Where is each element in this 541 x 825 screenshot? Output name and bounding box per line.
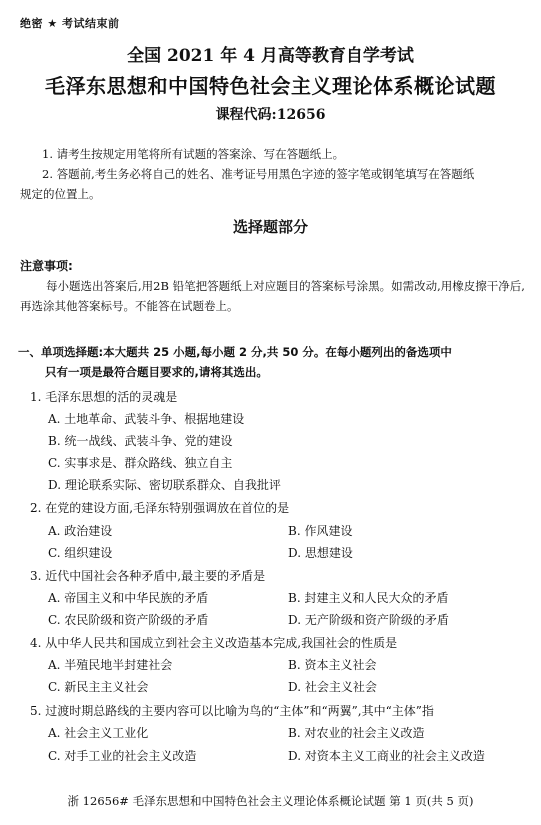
question-3-option-c: C. 农民阶级和资产阶级的矛盾 <box>48 613 209 627</box>
question-5-option-c: C. 对手工业的社会主义改造 <box>48 749 197 763</box>
question-1-option-a: A. 土地革命、武装斗争、根据地建设 <box>48 412 245 426</box>
question-2-stem: 2. 在党的建设方面,毛泽东特别强调放在首位的是 <box>30 501 290 515</box>
question-2-option-c: C. 组织建设 <box>48 546 113 560</box>
question-4-option-c: C. 新民主主义社会 <box>48 680 149 694</box>
question-1-option-b: B. 统一战线、武装斗争、党的建设 <box>48 434 233 448</box>
question-2-option-b: B. 作风建设 <box>288 524 353 538</box>
part-one-line2: 只有一项是最符合题目要求的,请将其选出。 <box>45 365 268 379</box>
attention-heading: 注意事项: <box>20 259 73 273</box>
question-5-option-d: D. 对资本主义工商业的社会主义改造 <box>288 749 485 763</box>
subject-title: 毛泽东思想和中国特色社会主义理论体系概论试题 <box>45 74 496 98</box>
question-4-option-b: B. 资本主义社会 <box>288 658 377 672</box>
question-1-option-c: C. 实事求是、群众路线、独立自主 <box>48 456 233 470</box>
question-5-option-a: A. 社会主义工业化 <box>48 726 149 740</box>
instruction-2: 2. 答题前,考生务必将自己的姓名、准考证号用黑色字迹的签字笔或钢笔填写在答题纸 <box>42 167 475 181</box>
question-5-stem: 5. 过渡时期总路线的主要内容可以比喻为鸟的“主体”和“两翼”,其中“主体”指 <box>30 704 434 718</box>
course-code: 课程代码:12656 <box>215 107 326 123</box>
question-2-option-a: A. 政治建设 <box>48 524 113 538</box>
question-2-option-d: D. 思想建设 <box>288 546 353 560</box>
question-1-option-d: D. 理论联系实际、密切联系群众、自我批评 <box>48 478 281 492</box>
question-3-option-a: A. 帝国主义和中华民族的矛盾 <box>48 591 209 605</box>
instruction-2-cont: 规定的位置上。 <box>20 187 101 201</box>
question-4-stem: 4. 从中华人民共和国成立到社会主义改造基本完成,我国社会的性质是 <box>30 636 398 650</box>
question-4-option-d: D. 社会主义社会 <box>288 680 377 694</box>
question-3-stem: 3. 近代中国社会各种矛盾中,最主要的矛盾是 <box>30 569 266 583</box>
question-5-option-b: B. 对农业的社会主义改造 <box>288 726 425 740</box>
confidential-label: 绝密 ★ 考试结束前 <box>20 17 120 30</box>
part-one-heading <box>18 342 528 382</box>
page-footer: 浙 12656# 毛泽东思想和中国特色社会主义理论体系概论试题 第 1 页(共 5 页) <box>67 794 474 808</box>
question-3-option-d: D. 无产阶级和资产阶级的矛盾 <box>288 613 449 627</box>
instruction-1: 1. 请考生按规定用笔将所有试题的答案涂、写在答题纸上。 <box>42 147 345 161</box>
section-title: 选择题部分 <box>232 218 308 236</box>
exam-title: 全国 2021 年 4 月高等教育自学考试 <box>127 46 414 66</box>
part-one-line1: 一、单项选择题:本大题共 25 小题,每小题 2 分,共 50 分。在每小题列出的备选项中 <box>18 345 452 359</box>
attention-text: 每小题选出答案后,用2B 铅笔把答题纸上对应题目的答案标号涂黑。如需改动,用橡皮擦干净后,再选涂其他答案标号。不能答在试题卷上。 <box>20 279 525 313</box>
question-3-option-b: B. 封建主义和人民大众的矛盾 <box>288 591 449 605</box>
question-1-stem: 1. 毛泽东思想的活的灵魂是 <box>30 390 178 404</box>
question-4-option-a: A. 半殖民地半封建社会 <box>48 658 173 672</box>
